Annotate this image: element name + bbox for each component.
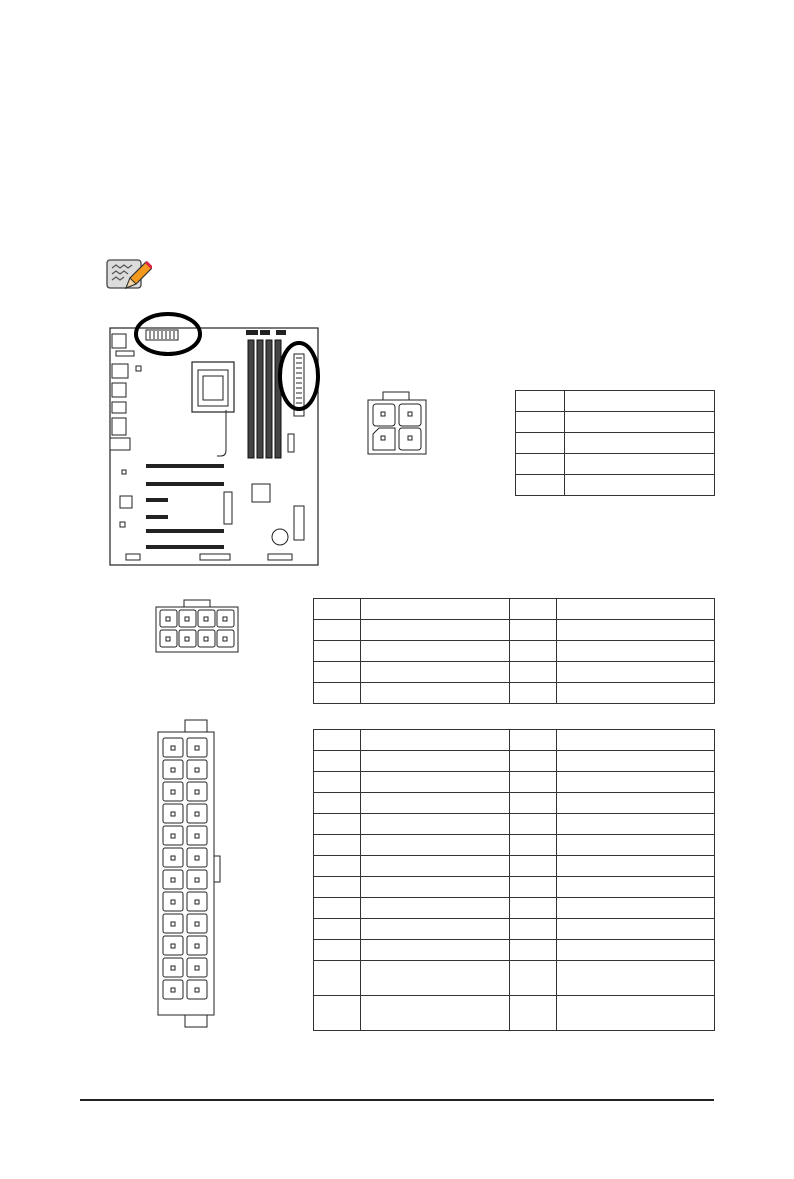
table-row	[314, 814, 715, 835]
atx-24pin-table	[313, 729, 715, 1031]
table-row	[314, 641, 715, 662]
table-row	[314, 662, 715, 683]
table-row	[314, 772, 715, 793]
atx-12v-8pin-connector-drawing	[154, 598, 240, 654]
table-row	[314, 599, 715, 620]
atx-12v-8pin-table	[313, 598, 715, 704]
table-row	[314, 877, 715, 898]
atx-12v-4pin-connector-drawing	[365, 390, 429, 456]
table-row	[314, 620, 715, 641]
table-row	[314, 683, 715, 704]
atx-24pin-connector-drawing	[155, 718, 225, 1030]
table-row	[314, 961, 715, 996]
note-pencil-icon	[104, 254, 152, 294]
atx-12v-4pin-table	[515, 390, 715, 496]
table-row	[314, 730, 715, 751]
table-row	[314, 919, 715, 940]
table-row	[314, 898, 715, 919]
footer-rule	[80, 1099, 714, 1101]
table-row	[516, 391, 715, 412]
table-row	[516, 475, 715, 496]
table-row	[314, 835, 715, 856]
table-row	[314, 940, 715, 961]
table-row	[314, 996, 715, 1031]
table-row	[516, 433, 715, 454]
table-row	[516, 412, 715, 433]
table-row	[516, 454, 715, 475]
table-row	[314, 856, 715, 877]
motherboard-diagram	[108, 310, 324, 568]
table-row	[314, 751, 715, 772]
table-row	[314, 793, 715, 814]
